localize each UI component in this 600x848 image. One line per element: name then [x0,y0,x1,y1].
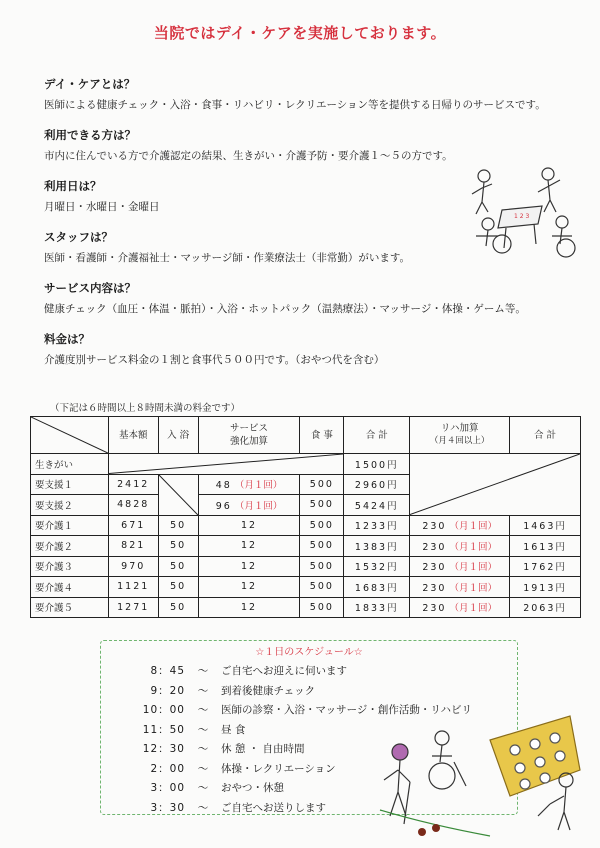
total-cell: 1833円 [344,597,410,618]
section-question: 利用日は？ [44,179,102,193]
bath-cell: 50 [158,577,198,598]
base-cell: 1271 [108,597,158,618]
section-question: デイ・ケアとは？ [44,77,136,91]
schedule-tilde: ～ [197,723,209,736]
base-cell: 671 [108,515,158,536]
empty-cell [410,454,581,516]
schedule-activity: 到着後健康チェック [221,684,316,697]
info-section [44,280,584,331]
section-answer: 健康チェック（血圧・体温・脈拍）・入浴・ホットパック（温熱療法）・マッサージ・体操・ゲーム等。 [44,303,526,315]
total-cell: 1233円 [344,515,410,536]
empty-cell [108,454,344,475]
section-answer: 市内に住んでいる方で介護認定の結果、生きがい・介護予防・要介護１～５の方です。 [44,150,453,162]
grand-total-cell: 1463円 [510,515,581,536]
table-row [31,536,581,557]
total-cell: 1500円 [344,454,410,475]
table-row [31,515,581,536]
header-service-line1: サービス [230,423,269,434]
meal-cell: 500 [300,577,344,598]
row-label: 生きがい [31,454,109,475]
header-rehab-line1: リハ加算 [440,423,479,434]
base-cell: 2412 [108,474,158,495]
header-grand-total: 合 計 [510,417,581,454]
rehab-cell [410,536,510,557]
base-cell: 821 [108,536,158,557]
schedule-item [119,661,472,681]
schedule-time: 8：45 [150,665,185,678]
service-cell [198,495,300,516]
total-cell: 1532円 [344,556,410,577]
table-row [31,577,581,598]
header-base: 基本額 [108,417,158,454]
schedule-tilde: ～ [197,743,209,756]
service-cell: 12 [198,536,300,557]
schedule-time: 2：00 [150,762,185,775]
service-value: 48 [215,480,232,492]
schedule-time: 11：50 [142,723,185,736]
rehab-note: （月１回） [449,541,497,553]
row-label: 要介護３ [31,556,109,577]
service-cell: 12 [198,556,300,577]
row-label: 要介護４ [31,577,109,598]
schedule-activity: ご自宅へお送りします [221,801,326,814]
base-cell: 1121 [108,577,158,598]
total-cell: 1383円 [344,536,410,557]
header-total: 合 計 [344,417,410,454]
schedule-activity: 休 憩 ・ 自由時間 [221,743,305,756]
schedule-time: 12：30 [142,743,185,756]
service-cell: 12 [198,515,300,536]
grand-total-cell: 1913円 [510,577,581,598]
info-section [44,76,584,127]
rehab-cell [410,515,510,536]
schedule-activity: おやつ・休憩 [221,782,284,795]
svg-text:1 2 3: 1 2 3 [514,213,530,220]
section-answer: 医師による健康チェック・入浴・食事・リハビリ・レクリエーション等を提供する日帰りのサービスです。 [44,99,546,111]
service-note: （月１回） [234,500,283,512]
bath-cell: 50 [158,536,198,557]
header-bath: 入 浴 [158,417,198,454]
header-service-line2: 強化加算 [230,436,269,447]
grand-total-cell: 1613円 [510,536,581,557]
service-cell: 12 [198,577,300,598]
schedule-activity: ご自宅へお迎えに伺います [221,665,347,678]
header-rehab-line2: （月４回以上） [429,436,490,446]
section-answer: 介護度別サービス料金の１割と食事代５００円です。（おやつ代を含む） [44,354,385,366]
rehab-value: 230 [422,541,447,553]
rehab-note: （月１回） [449,521,497,533]
empty-cell [158,474,198,515]
grand-total-cell: 1762円 [510,556,581,577]
rehab-note: （月１回） [449,582,497,594]
section-question: 料金は？ [44,332,90,346]
bath-cell: 50 [158,515,198,536]
section-question: サービス内容は？ [44,281,136,295]
schedule-tilde: ～ [197,782,209,795]
schedule-tilde: ～ [197,665,209,678]
schedule-tilde: ～ [197,684,209,697]
service-value: 96 [215,500,232,512]
gateball-illustration [370,700,590,840]
row-label: 要介護２ [31,536,109,557]
meal-cell: 500 [300,474,344,495]
rehab-cell [410,597,510,618]
grand-total-cell: 2063円 [510,597,581,618]
schedule-tilde: ～ [197,801,209,814]
rehab-cell [410,556,510,577]
header-service [198,417,300,454]
bath-cell: 50 [158,556,198,577]
section-question: 利用できる方は？ [44,128,136,142]
schedule-time: 3：00 [150,782,185,795]
rehab-value: 230 [422,521,447,533]
schedule-tilde: ～ [197,762,209,775]
rehab-note: （月１回） [449,603,497,615]
page-title: 当院ではデイ・ケアを実施しております。 [153,24,447,42]
base-cell: 970 [108,556,158,577]
row-label: 要介護１ [31,515,109,536]
service-note: （月１回） [234,480,283,492]
header-rehab [410,417,510,454]
table-header-row [31,417,581,454]
header-corner [31,417,109,454]
service-cell [198,474,300,495]
schedule-time: 10：00 [142,704,185,717]
meal-cell: 500 [300,495,344,516]
header-meal: 食 事 [300,417,344,454]
table-row [31,454,581,475]
meal-cell: 500 [300,536,344,557]
total-cell: 2960円 [344,474,410,495]
row-label: 要介護５ [31,597,109,618]
fee-table [30,416,581,618]
schedule-activity: 医師の診察・入浴・マッサージ・創作活動・リハビリ [221,704,473,717]
elderly-game-illustration [462,162,582,262]
table-row [31,597,581,618]
meal-cell: 500 [300,597,344,618]
total-cell: 5424円 [344,495,410,516]
fee-table-note: （下記は６時間以上８時間未満の料金です） [50,403,241,414]
section-answer: 医師・看護師・介護福祉士・マッサージ師・作業療法士（非常勤）がいます。 [44,252,411,264]
rehab-cell [410,577,510,598]
table-row [31,556,581,577]
rehab-note: （月１回） [449,562,497,574]
info-section [44,331,584,382]
schedule-activity: 昼 食 [221,723,246,736]
base-cell: 4828 [108,495,158,516]
bath-cell: 50 [158,597,198,618]
schedule-time: 3：30 [150,801,185,814]
meal-cell: 500 [300,556,344,577]
rehab-value: 230 [422,562,447,574]
section-question: スタッフは？ [44,230,113,244]
meal-cell: 500 [300,515,344,536]
service-cell: 12 [198,597,300,618]
row-label: 要支援１ [31,474,109,495]
section-answer: 月曜日・水曜日・金曜日 [44,201,160,213]
schedule-title: ☆１日のスケジュール☆ [255,647,363,658]
schedule-activity: 体操・レクリエーション [221,762,336,775]
total-cell: 1683円 [344,577,410,598]
schedule-item [119,681,472,701]
rehab-value: 230 [422,603,447,615]
schedule-time: 9：20 [150,684,185,697]
schedule-tilde: ～ [197,704,209,717]
row-label: 要支援２ [31,495,109,516]
rehab-value: 230 [422,582,447,594]
